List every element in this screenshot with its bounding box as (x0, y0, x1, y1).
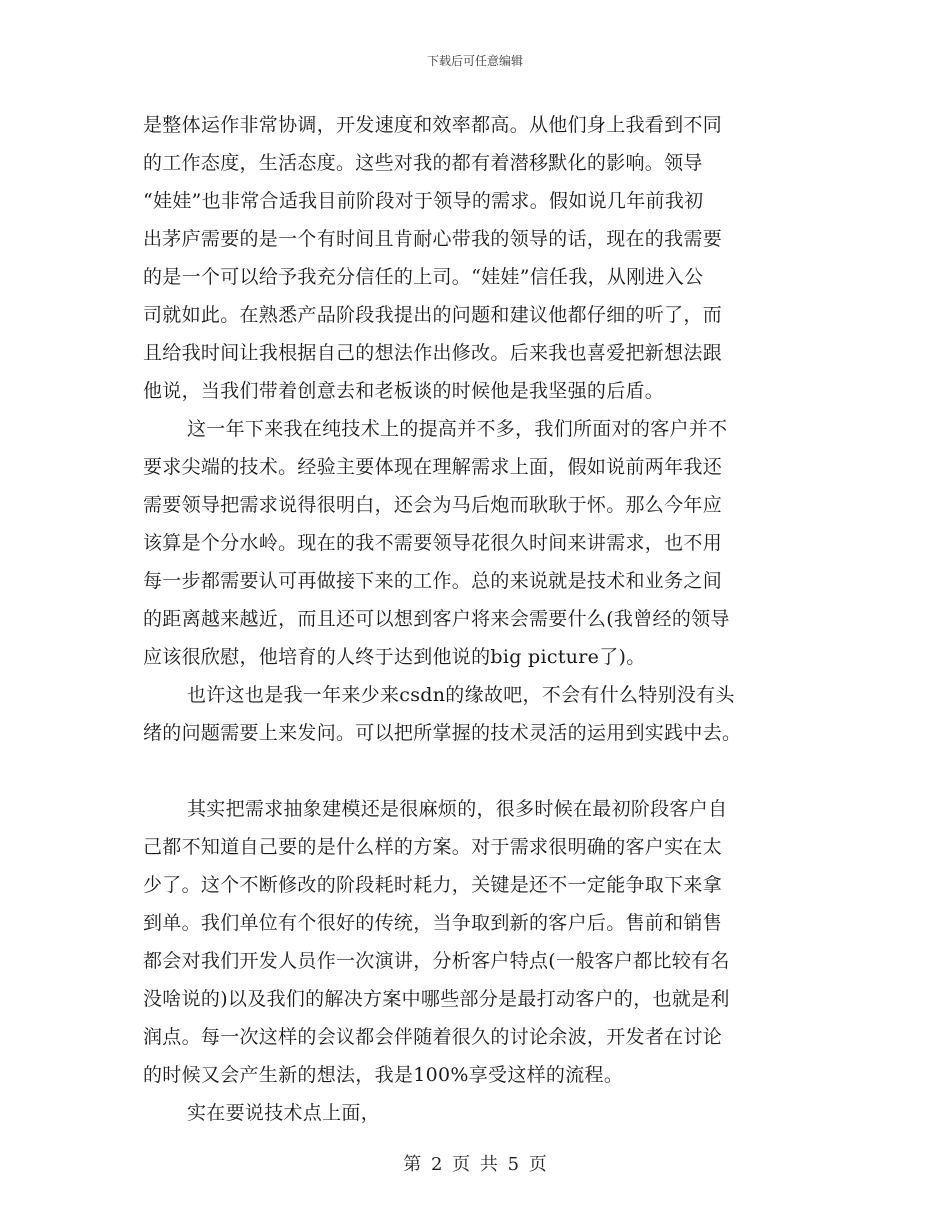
page-header: 下载后可任意编辑 (426, 54, 523, 68)
text-line: 该算是个分水岭。现在的我不需要领导花很久时间来讲需求，也不用 (143, 532, 723, 554)
text-line: 的时候又会产生新的想法，我是100%享受这样的流程。 (143, 1064, 624, 1086)
text-line: 他说，当我们带着创意去和老板谈的时候他是我坚强的后盾。 (143, 380, 665, 402)
text-line: 每一步都需要认可再做接下来的工作。总的来说就是技术和业务之间 (143, 570, 723, 592)
page-footer: 第 2 页 共 5 页 (403, 1154, 547, 1175)
document-body (143, 106, 807, 1132)
text-line: 也许这也是我一年来少来csdn的缘故吧，不会有什么特别没有头 (187, 684, 735, 706)
text-line: 己都不知道自己要的是什么样的方案。对于需求很明确的客户实在太 (143, 836, 723, 858)
text-line: 出茅庐需要的是一个有时间且肯耐心带我的领导的话，现在的我需要 (143, 228, 723, 250)
text-line: 需要领导把需求说得很明白，还会为马后炮而耿耿于怀。那么今年应 (143, 494, 723, 516)
text-line: 的距离越来越近，而且还可以想到客户将来会需要什么(我曾经的领导 (143, 608, 730, 630)
text-line: 司就如此。在熟悉产品阶段我提出的问题和建议他都仔细的听了，而 (143, 304, 723, 326)
text-line: 绪的问题需要上来发问。可以把所掌握的技术灵活的运用到实践中去。 (143, 722, 742, 744)
text-line: 实在要说技术点上面， (187, 1102, 381, 1124)
text-line: 要求尖端的技术。经验主要体现在理解需求上面，假如说前两年我还 (143, 456, 723, 478)
text-line: 润点。每一次这样的会议都会伴随着很久的讨论余波，开发者在讨论 (143, 1026, 723, 1048)
text-line: 的是一个可以给予我充分信任的上司。“娃娃”信任我，从刚进入公 (143, 266, 704, 288)
text-line: 到单。我们单位有个很好的传统，当争取到新的客户后。售前和销售 (143, 912, 723, 934)
blank-line (143, 752, 807, 790)
paragraph (143, 790, 807, 1094)
text-line: 都会对我们开发人员作一次演讲，分析客户特点(一般客户都比较有名 (143, 950, 730, 972)
text-line: 少了。这个不断修改的阶段耗时耗力，关键是还不一定能争取下来拿 (143, 874, 723, 896)
paragraph (143, 106, 807, 410)
paragraph (143, 1094, 807, 1132)
text-line: 是整体运作非常协调，开发速度和效率都高。从他们身上我看到不同 (143, 114, 723, 136)
text-line: 应该很欣慰，他培育的人终于达到他说的big picture了)。 (143, 646, 646, 668)
text-line: 且给我时间让我根据自己的想法作出修改。后来我也喜爱把新想法跟 (143, 342, 723, 364)
paragraph (143, 676, 807, 752)
text-line: “娃娃”也非常合适我目前阶段对于领导的需求。假如说几年前我初 (143, 190, 704, 212)
text-line: 的工作态度，生活态度。这些对我的都有着潜移默化的影响。领导 (143, 152, 703, 174)
text-line: 其实把需求抽象建模还是很麻烦的，很多时候在最初阶段客户自 (187, 798, 728, 820)
text-line: 没啥说的)以及我们的解决方案中哪些部分是最打动客户的，也就是利 (143, 988, 730, 1010)
text-line: 这一年下来我在纯技术上的提高并不多，我们所面对的客户并不 (187, 418, 728, 440)
paragraph (143, 410, 807, 676)
